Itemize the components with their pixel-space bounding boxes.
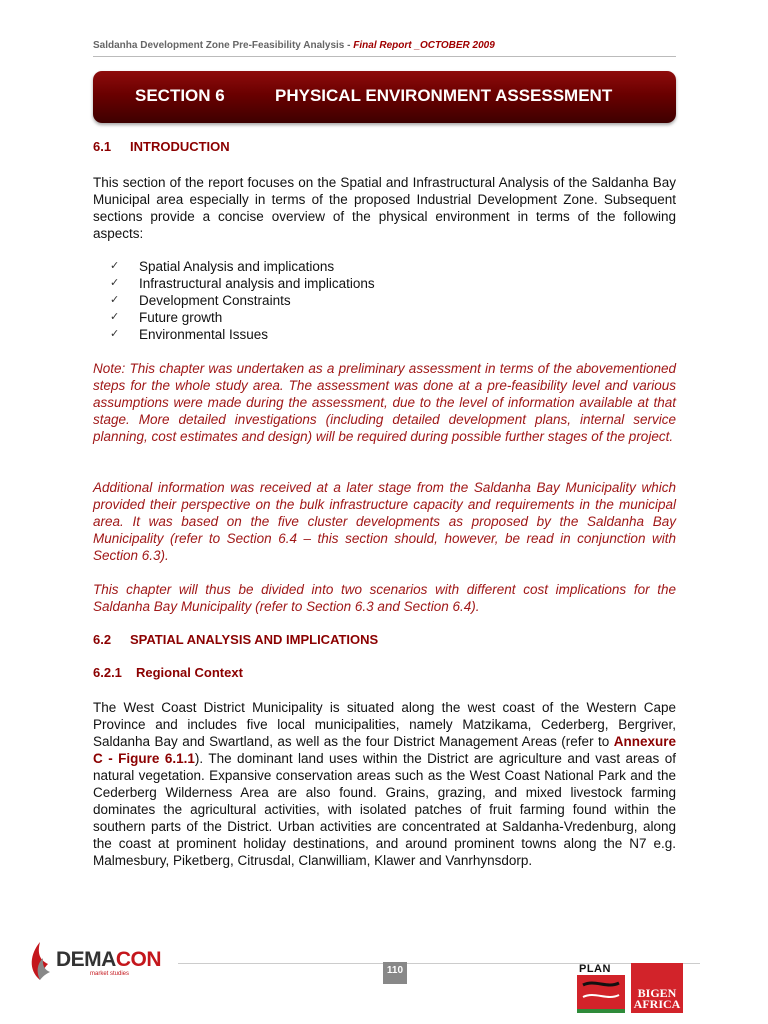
demacon-flame-icon <box>26 936 56 982</box>
list-item: ✓ Development Constraints <box>110 293 291 308</box>
heading-6-2-1 <box>93 665 243 680</box>
heading-6-2-1-number: 6.2.1 <box>93 665 122 680</box>
note-paragraph-2: Additional information was received at a later stage from the Saldanha Bay Municipality which provided their perspective on the bulk infrastructure capacity and requirements in the municipal area. It was based on the five cluster developments as proposed by the Saldanha Bay Municipality (refer to Section 6.4 – this section should, however, be read in conjunction with Section 6.3). <box>93 480 676 563</box>
note-paragraph-1: Note: This chapter was undertaken as a preliminary assessment in terms of the abovementioned steps for the whole study area. The assessment was done at a pre-feasibility level and various assumptions were made during the assessment, due to the level of information available at that stage. More detailed investigations (including detailed development plans, internal service planning, cost estimates and design) will be required during possible further stages of the project. <box>93 361 676 444</box>
annexure-reference-link[interactable]: Annexure C - Figure 6.1.1 <box>93 734 676 766</box>
section-title: PHYSICAL ENVIRONMENT ASSESSMENT <box>275 86 613 105</box>
bigen-africa-logo <box>631 963 683 1013</box>
heading-6-1 <box>93 139 230 154</box>
regional-context-paragraph: The West Coast District Municipality is situated along the west coast of the Western Cape Province and includes five local municipalities, namely Matzikama, Cederberg, Bergriver, Saldanha Bay and Swartland, as well as the four District Management Areas (refer to Annexure C - Figure 6.1.1). The dominant land uses within the District are agriculture and vast areas of natural vegetation. Expansive conservation areas such as the West Coast National Park and the Cederberg Wilderness Area are also found. Grains, grazing, and mixed livestock farming dominates the agricultural activities, with isolated patches of fruit farming found within the southern parts of the District. Urban activities are concentrated at Saldanha-Vredenburg, along the coast at prominent holiday destinations, and around prominent towns along the N7 e.g. Malmesbury, Piketberg, Citrusdal, Clanwilliam, Klawer and Vanrhynsdorp. <box>93 700 676 868</box>
plan-graphic-icon <box>577 975 625 1015</box>
bigen-wordmark: BIGEN <box>637 986 677 1000</box>
heading-6-2-number: 6.2 <box>93 632 112 647</box>
check-icon: ✓ <box>110 260 120 272</box>
heading-6-2-title: SPATIAL ANALYSIS AND IMPLICATIONS <box>130 632 379 647</box>
africa-wordmark: AFRICA <box>633 997 681 1011</box>
list-item: ✓ Spatial Analysis and implications <box>110 259 335 274</box>
list-item: ✓ Environmental Issues <box>110 327 269 342</box>
heading-6-2 <box>93 632 378 647</box>
check-icon: ✓ <box>110 294 120 306</box>
check-icon: ✓ <box>110 277 120 289</box>
demacon-wordmark: DEMACON <box>56 948 162 971</box>
list-item: ✓ Future growth <box>110 310 223 325</box>
section-number: SECTION 6 <box>135 86 225 105</box>
header-doc-title: Saldanha Development Zone Pre-Feasibility Analysis - <box>93 40 354 51</box>
demacon-logo <box>26 936 186 982</box>
check-icon: ✓ <box>110 328 120 340</box>
aspects-list <box>110 258 375 343</box>
note-paragraph-3: This chapter will thus be divided into two scenarios with different cost implications for the Saldanha Bay Municipality (refer to Section 6.3 and Section 6.4). <box>93 582 676 614</box>
heading-6-1-number: 6.1 <box>93 139 112 154</box>
intro-paragraph: This section of the report focuses on the Spatial and Infrastructural Analysis of the Saldanha Bay Municipal area especially in terms of the proposed Industrial Development Zone. Subsequent sections provide a concise overview of the physical environment in terms of the following aspects: <box>93 175 676 241</box>
page-header <box>93 40 676 57</box>
plan-wordmark: PLAN <box>579 963 611 975</box>
list-item: ✓ Infrastructural analysis and implications <box>110 276 375 291</box>
check-icon: ✓ <box>110 311 120 323</box>
heading-6-1-title: INTRODUCTION <box>130 139 230 154</box>
section-banner <box>93 71 676 123</box>
page-number: 110 <box>383 962 407 984</box>
header-report-date: Final Report _OCTOBER 2009 <box>353 40 495 51</box>
demacon-tagline: market studies <box>90 971 130 977</box>
heading-6-2-1-title: Regional Context <box>136 665 243 680</box>
plan-logo <box>577 963 625 1015</box>
